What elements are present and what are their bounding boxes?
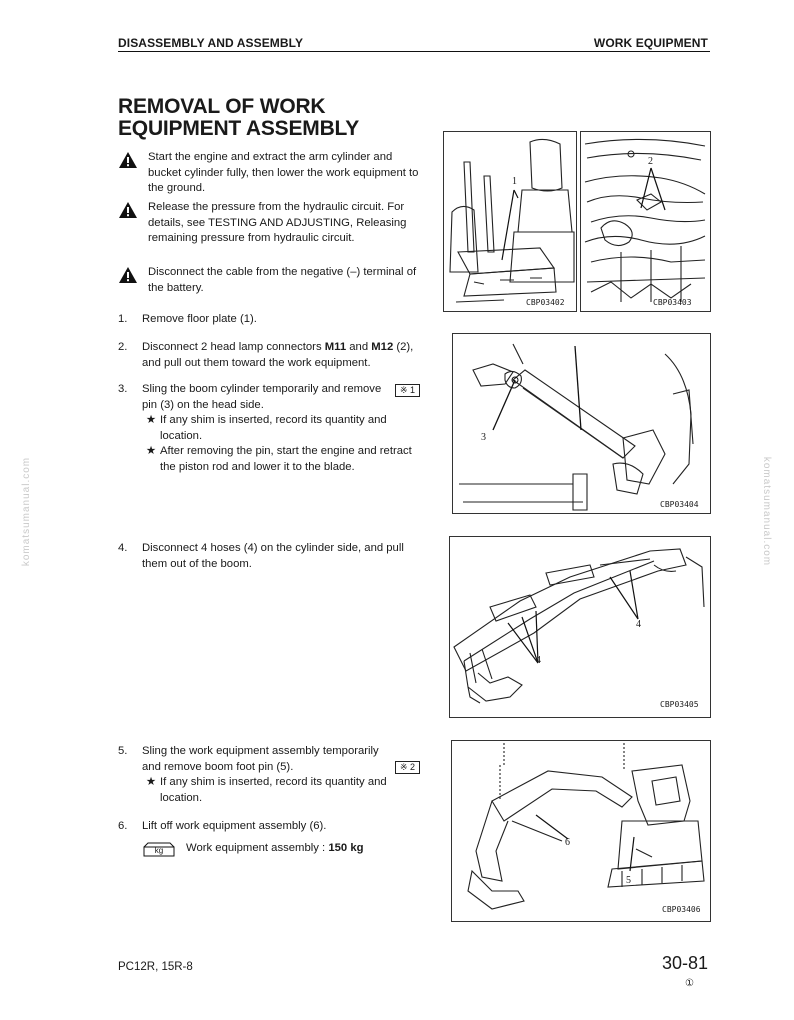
model-number: PC12R, 15R-8	[118, 961, 193, 973]
section-header: DISASSEMBLY AND ASSEMBLY	[118, 36, 304, 50]
callout-2: 2	[648, 156, 653, 167]
boom-hoses-illustration	[450, 537, 710, 717]
figure-lamp-connectors	[580, 131, 711, 312]
figure-boom-hoses	[449, 536, 711, 718]
reference-mark-1: ※ 1	[395, 384, 420, 397]
note-retract: ★ After removing the pin, start the engine and retract the piston rod and lower it to the blade.	[142, 444, 420, 475]
figure-code: CBP03402	[526, 298, 565, 307]
figure-code: CBP03404	[660, 500, 699, 509]
figure-floor-plate	[443, 131, 577, 312]
connector-m12: M12	[371, 341, 394, 353]
watermark-right: komatsumanual.com	[761, 456, 773, 567]
callout-4: 4	[636, 619, 641, 630]
revision-mark: ①	[685, 978, 694, 989]
callout-5: 5	[626, 875, 631, 886]
callout-4: 4	[536, 655, 541, 666]
note-shim: ★ If any shim is inserted, record its quantity and location.	[142, 775, 420, 806]
callout-3: 3	[481, 432, 486, 443]
reference-mark-2: ※ 2	[395, 761, 420, 774]
warning-triangle-icon	[118, 200, 140, 247]
floor-plate-illustration	[444, 132, 576, 311]
warning-1: Start the engine and extract the arm cylinder and bucket cylinder fully, then lower the work equipment to the ground.	[118, 150, 420, 197]
warning-2: Release the pressure from the hydraulic circuit. For details, see TESTING AND ADJUSTING, Releasing remaining pressure from hydraulic circuit.	[118, 200, 420, 247]
weight-icon: kg	[142, 841, 176, 857]
weight-spec: kg Work equipment assembly : 150 kg	[142, 841, 420, 857]
step-3: 3. ※ 1 Sling the boom cylinder temporarily and remove pin (3) on the head side. ★ If any shim is inserted, record its quantity and location. ★ After removing the pin, start the engine and retract the piston rod and lower it to the blade.	[118, 382, 420, 475]
figure-lift-off	[451, 740, 711, 922]
chapter-header: WORK EQUIPMENT	[593, 36, 708, 50]
note-shim: ★ If any shim is inserted, record its quantity and location.	[142, 413, 420, 444]
warning-triangle-icon	[118, 265, 140, 296]
warning-triangle-icon	[118, 150, 140, 197]
star-icon: ★	[145, 445, 157, 457]
step-2: 2. Disconnect 2 head lamp connectors M11 and M12 (2), and pull out them toward the work equipment.	[118, 341, 414, 369]
callout-1: 1	[512, 176, 517, 187]
watermark-left: komatsumanual.com	[21, 456, 33, 567]
page-number: 30-81	[661, 953, 708, 973]
figure-code: CBP03403	[653, 298, 692, 307]
step-1: 1. Remove floor plate (1).	[118, 313, 257, 325]
warning-3: Disconnect the cable from the negative (–) terminal of the battery.	[118, 265, 420, 296]
lamp-connectors-illustration	[581, 132, 710, 311]
figure-code: CBP03406	[662, 905, 701, 914]
connector-m11: M11	[324, 341, 347, 353]
lift-off-illustration	[452, 741, 710, 921]
step-5: 5. ※ 2 Sling the work equipment assembly temporarily and remove boom foot pin (5). ★ If any shim is inserted, record its quantity and location.	[118, 744, 420, 806]
step-4: 4. Disconnect 4 hoses (4) on the cylinder side, and pull them out of the boom.	[118, 542, 404, 570]
boom-cylinder-illustration	[453, 334, 710, 513]
callout-6: 6	[565, 837, 570, 848]
page-title: REMOVAL OF WORK EQUIPMENT ASSEMBLY	[118, 95, 360, 140]
header-rule	[118, 51, 710, 52]
step-6: 6. Lift off work equipment assembly (6). kg Work equipment assembly : 150 kg	[118, 819, 420, 857]
star-icon: ★	[145, 414, 157, 426]
figure-code: CBP03405	[660, 700, 699, 709]
star-icon: ★	[145, 776, 157, 788]
figure-boom-cylinder	[452, 333, 711, 514]
